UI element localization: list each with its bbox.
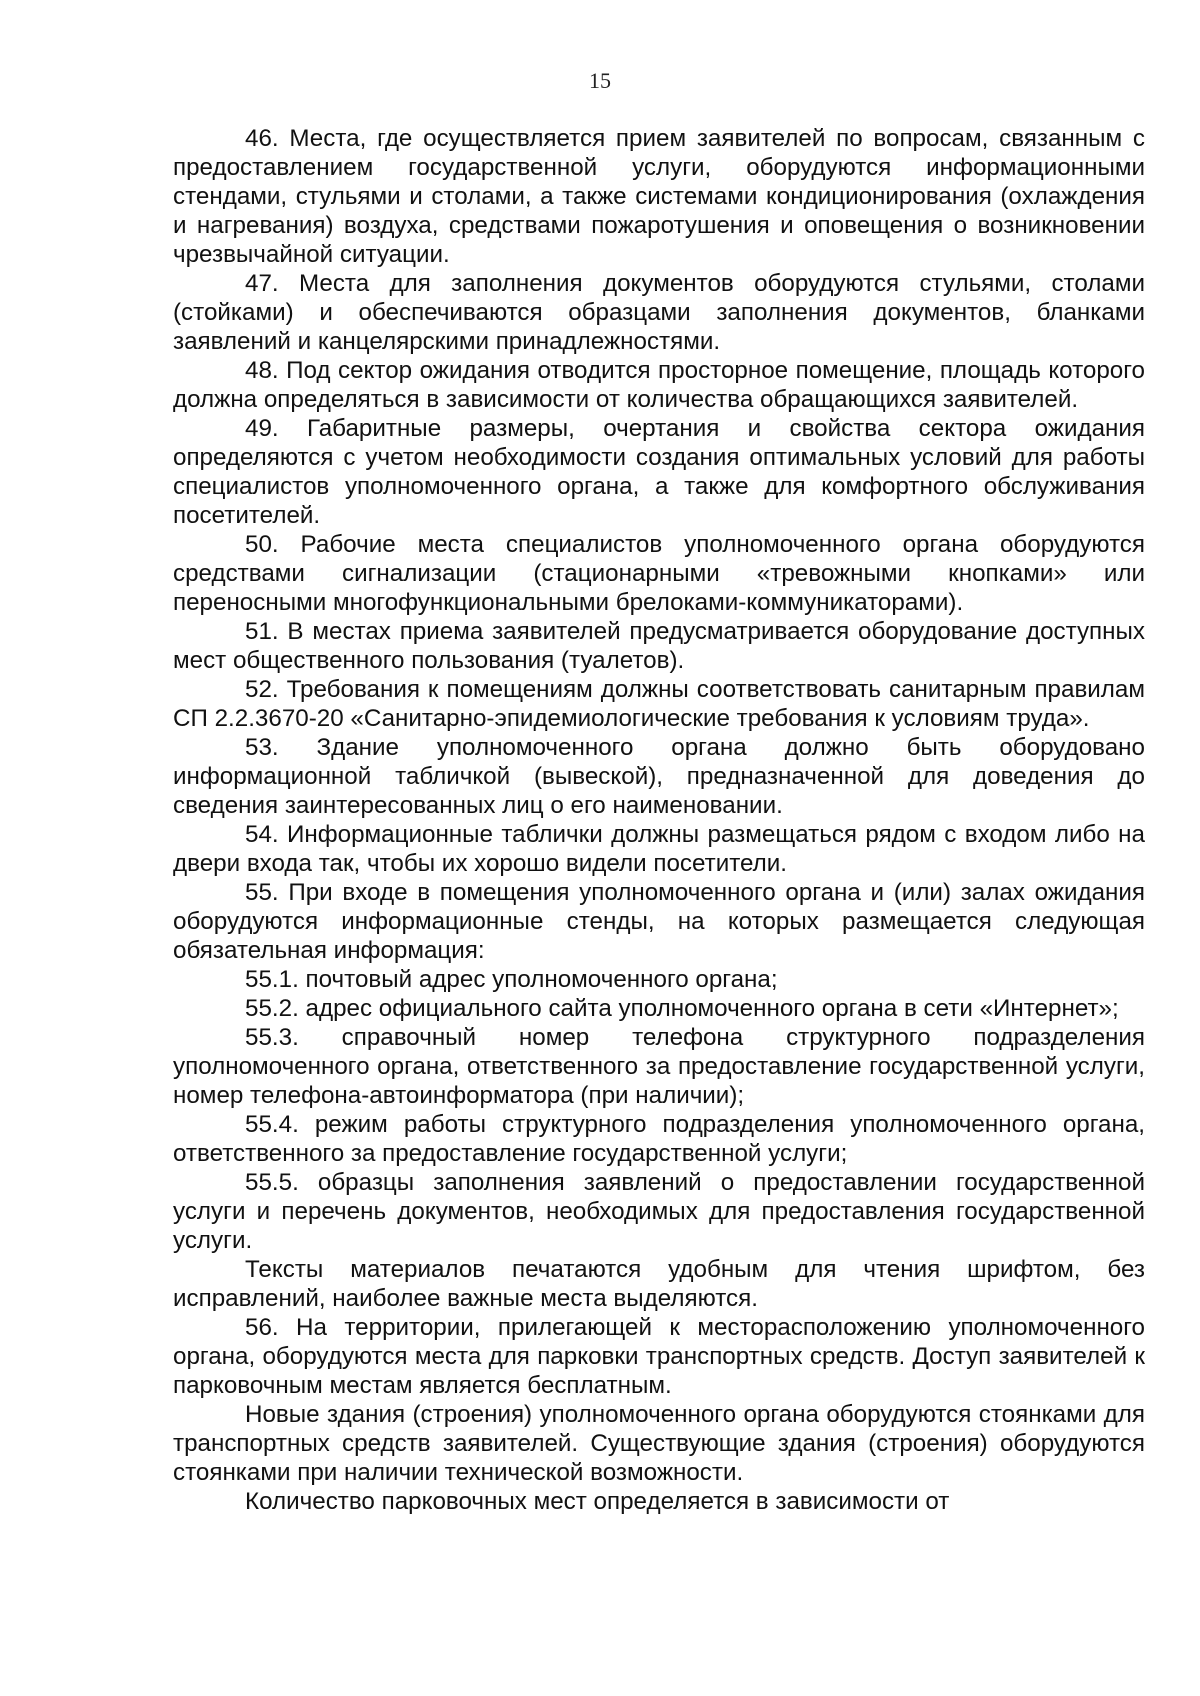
- paragraph-54: 54. Информационные таблички должны размещаться рядом с входом либо на двери входа так, чтобы их хорошо видели посетители.: [173, 821, 1145, 877]
- paragraph-55: 55. При входе в помещения уполномоченного органа и (или) залах ожидания оборудуются информационные стенды, на которых размещается следующая обязательная информация:: [173, 879, 1145, 964]
- paragraph-55-3: 55.3. справочный номер телефона структурного подразделения уполномоченного органа, ответственного за предоставление государственной услуги, номер телефона-автоинформатора (при наличии);: [173, 1024, 1145, 1109]
- paragraph-51: 51. В местах приема заявителей предусматривается оборудование доступных мест общественного пользования (туалетов).: [173, 618, 1145, 674]
- paragraph-49: 49. Габаритные размеры, очертания и свойства сектора ожидания определяются с учетом необходимости создания оптимальных условий для работы специалистов уполномоченного органа, а также для комфортного обслуживания посетителей.: [173, 415, 1145, 529]
- paragraph-55-1: 55.1. почтовый адрес уполномоченного органа;: [245, 966, 778, 993]
- paragraph-55-5: 55.5. образцы заполнения заявлений о предоставлении государственной услуги и перечень документов, необходимых для предоставления государственной услуги.: [173, 1169, 1145, 1254]
- document-body: [173, 124, 1145, 1516]
- paragraph-56: 56. На территории, прилегающей к месторасположению уполномоченного органа, оборудуются места для парковки транспортных средств. Доступ заявителей к парковочным местам является бесплатным.: [173, 1314, 1145, 1399]
- paragraph-55-4: 55.4. режим работы структурного подразделения уполномоченного органа, ответственного за предоставление государственной услуги;: [173, 1111, 1145, 1167]
- paragraph-48: 48. Под сектор ожидания отводится просторное помещение, площадь которого должна определяться в зависимости от количества обращающихся заявителей.: [173, 357, 1145, 413]
- paragraph-parking-count: Количество парковочных мест определяется в зависимости от: [245, 1488, 950, 1515]
- paragraph-53: 53. Здание уполномоченного органа должно быть оборудовано информационной табличкой (вывеской), предназначенной для доведения до сведения заинтересованных лиц о его наименовании.: [173, 734, 1145, 819]
- paragraph-55-2: 55.2. адрес официального сайта уполномоченного органа в сети «Интернет»;: [245, 995, 1119, 1022]
- paragraph-46: 46. Места, где осуществляется прием заявителей по вопросам, связанным с предоставлением государственной услуги, оборудуются информационными стендами, стульями и столами, а также системами кондиционирования (охлаждения и нагревания) воздуха, средствами пожаротушения и оповещения о возникновении чрезвычайной ситуации.: [173, 125, 1145, 268]
- paragraph-materials: Тексты материалов печатаются удобным для чтения шрифтом, без исправлений, наиболее важные места выделяются.: [173, 1256, 1145, 1312]
- paragraph-new-buildings: Новые здания (строения) уполномоченного органа оборудуются стоянками для транспортных средств заявителей. Существующие здания (строения) оборудуются стоянками при наличии технической возможности.: [173, 1401, 1145, 1486]
- paragraph-50: 50. Рабочие места специалистов уполномоченного органа оборудуются средствами сигнализации (стационарными «тревожными кнопками» или переносными многофункциональными брелоками-коммуникаторами).: [173, 531, 1145, 616]
- paragraph-47: 47. Места для заполнения документов оборудуются стульями, столами (стойками) и обеспечиваются образцами заполнения документов, бланками заявлений и канцелярскими принадлежностями.: [173, 270, 1145, 355]
- page-number: 15: [589, 68, 611, 93]
- paragraph-52: 52. Требования к помещениям должны соответствовать санитарным правилам СП 2.2.3670-20 «Санитарно-эпидемиологические требования к условиям труда».: [173, 676, 1145, 732]
